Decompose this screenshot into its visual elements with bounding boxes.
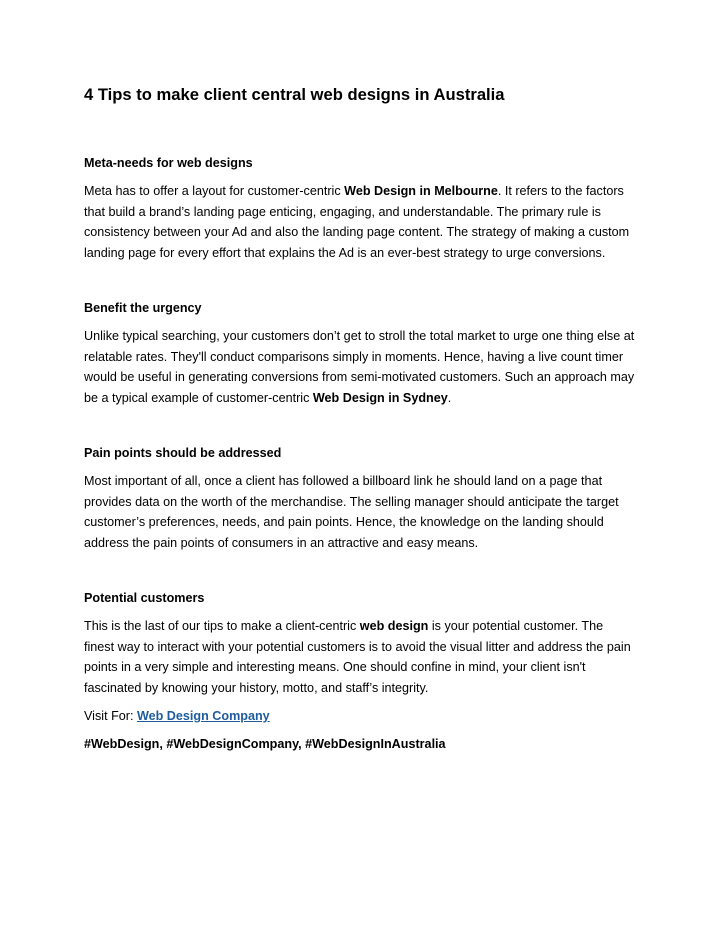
paragraph-text: This is the last of our tips to make a client-centric — [84, 619, 360, 633]
hashtags: #WebDesign, #WebDesignCompany, #WebDesignInAustralia — [84, 737, 446, 751]
bold-keyword: Web Design in Sydney — [312, 390, 448, 405]
section-heading: Benefit the urgency — [84, 301, 202, 315]
section-pain-points — [84, 444, 636, 553]
web-design-company-link[interactable]: Web Design Company — [136, 709, 270, 723]
paragraph-text: Meta has to offer a layout for customer-centric — [84, 184, 345, 198]
paragraph-text: Unlike typical searching, your customers don’t get to stroll the total market to urge one thing else at relatable rates. They'll conduct comparisons simply in moments. Hence, having a live count timer would be useful in generating conversions from semi-motivated customers. Such an approach may be a typical example of customer-centric — [84, 329, 635, 405]
section-paragraph — [84, 181, 636, 263]
bold-keyword: Web Design in Melbourne — [344, 184, 498, 198]
section-heading: Pain points should be addressed — [84, 446, 282, 460]
section-potential-customers — [84, 589, 636, 698]
section-heading: Meta-needs for web designs — [84, 156, 253, 170]
paragraph-text: . It refers to the factors that build a brand’s landing page enticing, engaging, and understandable. The primary rule is consistency between your Ad and also the landing page content. The strategy of making a custom landing page for every effort that explains the Ad is an ever-best strategy to urge conversions. — [84, 184, 630, 260]
visit-label: Visit For: — [84, 709, 137, 723]
section-paragraph — [84, 616, 636, 698]
bold-keyword: web design — [359, 619, 429, 633]
visit-line — [84, 706, 636, 726]
section-paragraph: Most important of all, once a client has followed a billboard link he should land on a page that provides data on the worth of the merchandise. The selling manager should anticipate the target customer’s preferences, needs, and pain points. Hence, the knowledge on the landing should address the pain points of consumers in an attractive and easy means. — [84, 474, 619, 550]
paragraph-text: . — [447, 390, 452, 405]
section-heading: Potential customers — [84, 591, 205, 605]
section-meta-needs — [84, 154, 636, 263]
page-title: 4 Tips to make client central web designs in Australia — [84, 85, 505, 104]
paragraph-text: is your potential customer. The finest way to interact with your potential customers is to avoid the visual litter and address the pain points in a very simple and interesting means. One should confine in mind, your client isn't fascinated by knowing your history, motto, and staff’s integrity. — [84, 619, 631, 695]
section-urgency — [84, 299, 636, 408]
section-paragraph — [84, 326, 636, 408]
